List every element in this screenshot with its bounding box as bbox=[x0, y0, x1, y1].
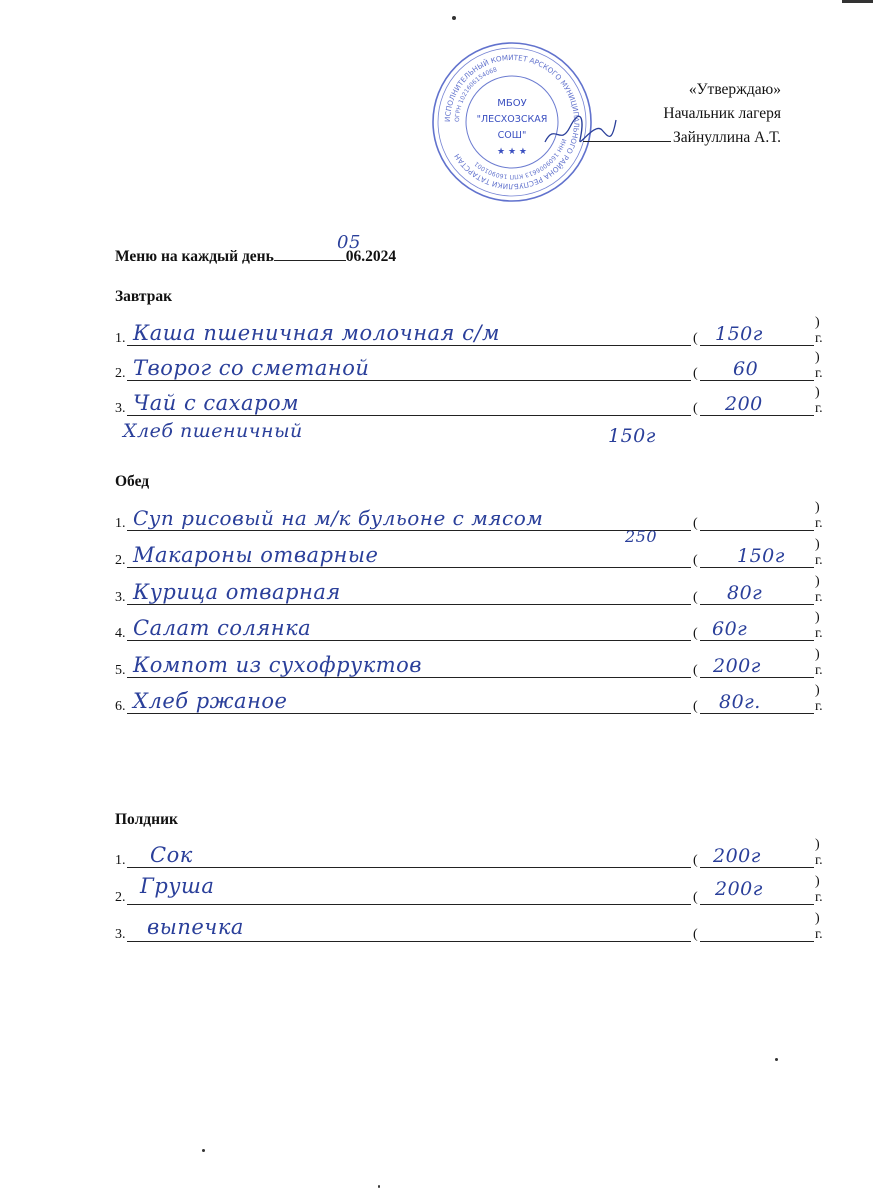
dish-qty: 150г bbox=[715, 323, 763, 345]
unit-suffix: ) г. bbox=[815, 837, 823, 868]
paren-open: ( bbox=[693, 516, 698, 531]
qty-line bbox=[700, 904, 814, 905]
scan-speck bbox=[452, 16, 456, 20]
paren-open: ( bbox=[693, 626, 698, 641]
snack-row-2 bbox=[115, 874, 823, 906]
dish-line bbox=[127, 713, 691, 714]
dish-qty: 150г bbox=[737, 545, 785, 567]
stamp-inn: ИНН 1609006613 КПП 160901001 bbox=[473, 137, 568, 181]
qty-line bbox=[700, 530, 814, 531]
snack-row-1 bbox=[115, 837, 823, 869]
dish-qty: 60г bbox=[712, 618, 748, 640]
dish-line bbox=[127, 530, 691, 531]
approval-block bbox=[583, 78, 781, 150]
row-number: 1. bbox=[115, 516, 126, 531]
dish-name: Салат солянка bbox=[133, 616, 312, 640]
approval-signer bbox=[583, 126, 781, 150]
scan-edge bbox=[842, 0, 873, 3]
unit-suffix: ) г. bbox=[815, 500, 823, 531]
breakfast-row-3 bbox=[115, 385, 823, 417]
unit-suffix: ) г. bbox=[815, 574, 823, 605]
unit-suffix: ) г. bbox=[815, 874, 823, 905]
section-snack: Полдник bbox=[115, 811, 178, 828]
dish-line bbox=[127, 904, 691, 905]
qty-line bbox=[700, 640, 814, 641]
row-number: 2. bbox=[115, 890, 126, 905]
dish-name: Макароны отварные bbox=[133, 543, 379, 567]
unit-suffix: ) г. bbox=[815, 610, 823, 641]
row-number: 3. bbox=[115, 401, 126, 416]
dish-name: Творог со сметаной bbox=[133, 356, 370, 380]
dish-qty: 60 bbox=[733, 358, 759, 380]
dish-line bbox=[127, 640, 691, 641]
dish-line bbox=[127, 345, 691, 346]
row-number: 3. bbox=[115, 590, 126, 605]
row-number: 2. bbox=[115, 553, 126, 568]
dish-qty: 200г bbox=[715, 878, 763, 900]
paren-open: ( bbox=[693, 401, 698, 416]
breakfast-row-1 bbox=[115, 315, 823, 347]
approval-title: «Утверждаю» bbox=[688, 81, 781, 98]
dish-line bbox=[127, 604, 691, 605]
paren-open: ( bbox=[693, 890, 698, 905]
stamp-name1: "ЛЕСХОЗСКАЯ bbox=[476, 114, 548, 125]
stamp-name2: СОШ" bbox=[497, 130, 527, 141]
stamp-ring-text: ИСПОЛНИТЕЛЬНЫЙ КОМИТЕТ АРСКОГО МУНИЦИПАЛЬНОГО РАЙОНА РЕСПУБЛИКИ ТАТАРСТАН bbox=[442, 52, 582, 192]
lunch-row-2 bbox=[115, 537, 823, 569]
breakfast-extra-dish: Хлеб пшеничный bbox=[123, 420, 303, 442]
unit-suffix: ) г. bbox=[815, 911, 823, 942]
title-date: 06.2024 bbox=[345, 248, 397, 265]
row-number: 3. bbox=[115, 927, 126, 942]
qty-line bbox=[700, 415, 814, 416]
row-number: 1. bbox=[115, 853, 126, 868]
unit-suffix: ) г. bbox=[815, 537, 823, 568]
section-breakfast: Завтрак bbox=[115, 288, 173, 305]
lunch-soup-qty: 250 bbox=[625, 527, 658, 546]
scan-speck bbox=[775, 1058, 778, 1061]
paren-open: ( bbox=[693, 590, 698, 605]
dish-line bbox=[127, 415, 691, 416]
dish-line bbox=[127, 380, 691, 381]
lunch-row-3 bbox=[115, 574, 823, 606]
dish-name: Чай с сахаром bbox=[133, 391, 300, 415]
approval-position: Начальник лагеря bbox=[663, 105, 781, 122]
dish-name: Сок bbox=[150, 843, 193, 867]
lunch-row-4 bbox=[115, 610, 823, 642]
dish-name: выпечка bbox=[147, 915, 244, 939]
dish-qty: 200г bbox=[713, 845, 761, 867]
dish-line bbox=[127, 867, 691, 868]
stamp-org: МБОУ bbox=[497, 98, 527, 109]
breakfast-extra-qty: 150г bbox=[608, 425, 656, 447]
dish-qty: 80г. bbox=[719, 691, 761, 713]
dish-qty: 200 bbox=[725, 393, 763, 415]
paren-open: ( bbox=[693, 553, 698, 568]
dish-name: Курица отварная bbox=[133, 580, 341, 604]
title-prefix: Меню на каждый день bbox=[115, 248, 274, 265]
qty-line bbox=[700, 713, 814, 714]
paren-open: ( bbox=[693, 699, 698, 714]
qty-line bbox=[700, 567, 814, 568]
paren-open: ( bbox=[693, 366, 698, 381]
signature-line bbox=[583, 127, 671, 142]
row-number: 2. bbox=[115, 366, 126, 381]
qty-line bbox=[700, 604, 814, 605]
qty-line bbox=[700, 867, 814, 868]
dish-name: Груша bbox=[140, 874, 215, 898]
lunch-row-5 bbox=[115, 647, 823, 679]
dish-line bbox=[127, 941, 691, 942]
approval-signer-name: Зайнуллина А.Т. bbox=[673, 129, 781, 146]
day-blank bbox=[274, 246, 346, 261]
qty-line bbox=[700, 677, 814, 678]
scan-speck bbox=[202, 1149, 205, 1152]
lunch-row-6 bbox=[115, 683, 823, 715]
snack-row-3 bbox=[115, 911, 823, 943]
dish-line bbox=[127, 677, 691, 678]
unit-suffix: ) г. bbox=[815, 350, 823, 381]
dish-qty: 200г bbox=[713, 655, 761, 677]
row-number: 6. bbox=[115, 699, 126, 714]
stamp-ogrn: ОГРН 1021606154068 bbox=[453, 66, 498, 123]
dish-name: Хлеб ржаное bbox=[133, 689, 288, 713]
unit-suffix: ) г. bbox=[815, 683, 823, 714]
unit-suffix: ) г. bbox=[815, 385, 823, 416]
paren-open: ( bbox=[693, 927, 698, 942]
dish-line bbox=[127, 567, 691, 568]
qty-line bbox=[700, 941, 814, 942]
paren-open: ( bbox=[693, 331, 698, 346]
breakfast-row-2 bbox=[115, 350, 823, 382]
unit-suffix: ) г. bbox=[815, 315, 823, 346]
dish-qty: 80г bbox=[727, 582, 763, 604]
scan-speck bbox=[378, 1185, 380, 1188]
paren-open: ( bbox=[693, 853, 698, 868]
row-number: 4. bbox=[115, 626, 126, 641]
dish-name: Компот из сухофруктов bbox=[133, 653, 423, 677]
row-number: 1. bbox=[115, 331, 126, 346]
paren-open: ( bbox=[693, 663, 698, 678]
stamp-stars: ★ ★ ★ bbox=[497, 147, 527, 157]
qty-line bbox=[700, 380, 814, 381]
dish-name: Суп рисовый на м/к бульоне с мясом bbox=[133, 506, 544, 530]
dish-name: Каша пшеничная молочная с/м bbox=[133, 321, 500, 345]
title-day-handwritten: 05 bbox=[337, 232, 361, 253]
section-lunch: Обед bbox=[115, 473, 150, 490]
row-number: 5. bbox=[115, 663, 126, 678]
unit-suffix: ) г. bbox=[815, 647, 823, 678]
qty-line bbox=[700, 345, 814, 346]
